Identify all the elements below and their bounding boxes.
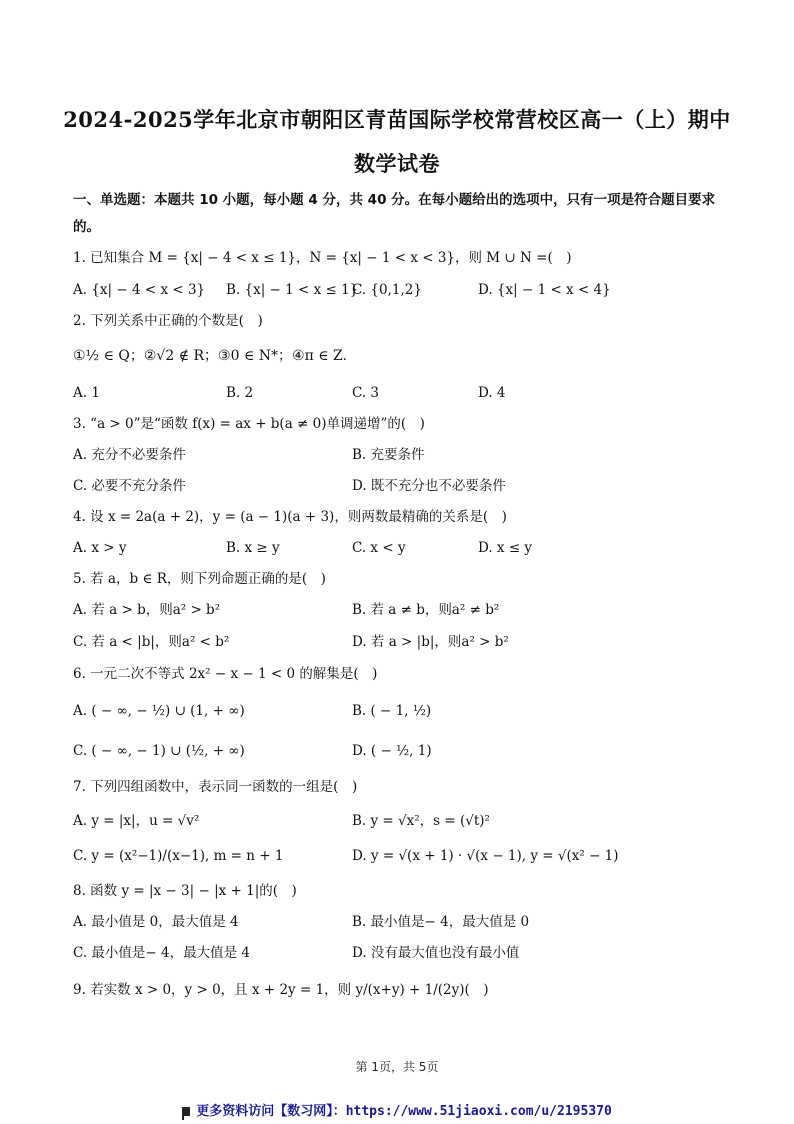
question-4-option-d: D. x ≤ y — [478, 540, 533, 556]
question-5-option-a: A. 若 a > b，则a² > b² — [73, 602, 221, 618]
question-6-option-b: B. ( − 1, ½) — [352, 703, 432, 719]
question-1-option-d: D. {x| − 1 < x < 4} — [478, 282, 611, 298]
question-2-option-d: D. 4 — [478, 385, 506, 401]
question-7-option-c: C. y = (x²−1)/(x−1), m = n + 1 — [73, 848, 284, 864]
question-5-option-b: B. 若 a ≠ b，则a² ≠ b² — [352, 602, 500, 618]
question-1-option-a: A. {x| − 4 < x < 3} — [73, 282, 206, 298]
question-3-option-a: A. 充分不必要条件 — [73, 447, 186, 463]
question-2-option-c: C. 3 — [352, 385, 380, 401]
question-4-stem: 4. 设 x = 2a(a + 2)，y = (a − 1)(a + 3)，则两数最精确的关系是( ) — [73, 509, 507, 525]
exam-title-line-1: 2024-2025学年北京市朝阳区青苗国际学校常营校区高一（上）期中 — [63, 107, 731, 132]
question-9-stem: 9. 若实数 x > 0，y > 0，且 x + 2y = 1，则 y/(x+y) + 1/(2y)( ) — [73, 982, 489, 998]
question-2-option-b: B. 2 — [226, 385, 254, 401]
question-1-option-c: C. {0,1,2} — [352, 282, 422, 298]
question-2-option-a: A. 1 — [73, 385, 100, 401]
question-7-option-d: D. y = √(x + 1) · √(x − 1), y = √(x² − 1) — [352, 848, 619, 864]
question-4-option-b: B. x ≥ y — [226, 540, 280, 556]
question-6-option-a: A. ( − ∞, − ½) ∪ (1, + ∞) — [73, 703, 245, 719]
question-8-option-d: D. 没有最大值也没有最小值 — [352, 945, 520, 961]
question-7-option-b: B. y = √x²，s = (√t)² — [352, 813, 490, 829]
question-8-stem: 8. 函数 y = |x − 3| − |x + 1|的( ) — [73, 883, 297, 899]
flag-icon — [182, 1107, 190, 1116]
question-8-option-b: B. 最小值是− 4，最大值是 0 — [352, 914, 530, 930]
question-7-stem: 7. 下列四组函数中，表示同一函数的一组是( ) — [73, 779, 358, 795]
question-3-option-c: C. 必要不充分条件 — [73, 478, 186, 494]
resource-banner-text[interactable]: 更多资料访问【数习网】：https://www.51jiaoxi.com/u/2195370 — [196, 1104, 612, 1119]
question-1-option-b: B. {x| − 1 < x ≤ 1} — [226, 282, 359, 298]
question-3-option-d: D. 既不充分也不必要条件 — [352, 478, 506, 494]
question-5-option-c: C. 若 a < |b|，则a² < b² — [73, 634, 230, 650]
question-6-option-d: D. ( − ½, 1) — [352, 743, 432, 759]
question-1-stem: 1. 已知集合 M = {x| − 4 < x ≤ 1}，N = {x| − 1 < x < 3}，则 M ∪ N =( ) — [73, 250, 572, 266]
question-6-option-c: C. ( − ∞, − 1) ∪ (½, + ∞) — [73, 743, 245, 759]
exam-title-line-2: 数学试卷 — [354, 151, 440, 176]
question-5-stem: 5. 若 a，b ∈ R，则下列命题正确的是( ) — [73, 571, 326, 587]
question-3-stem: 3. “a > 0”是“函数 f(x) = ax + b(a ≠ 0)单调递增”的( ) — [73, 416, 425, 432]
question-4-option-c: C. x < y — [352, 540, 406, 556]
question-2-statements: ①½ ∈ Q；②√2 ∉ R；③0 ∈ N*；④π ∈ Z. — [73, 348, 347, 364]
question-8-option-c: C. 最小值是− 4，最大值是 4 — [73, 945, 251, 961]
page-footer: 第 1页，共 5页 — [355, 1060, 439, 1074]
question-8-option-a: A. 最小值是 0，最大值是 4 — [73, 914, 239, 930]
question-7-option-a: A. y = |x|，u = √v² — [73, 813, 200, 829]
section-heading: 一、单选题：本题共 10 小题，每小题 4 分，共 40 分。在每小题给出的选项中，只有一项是符合题目要求 — [73, 192, 716, 208]
resource-banner[interactable] — [0, 1100, 794, 1119]
question-2-stem: 2. 下列关系中正确的个数是( ) — [73, 313, 263, 329]
question-5-option-d: D. 若 a > |b|，则a² > b² — [352, 634, 509, 650]
section-heading-cont: 的。 — [73, 219, 100, 235]
question-4-option-a: A. x > y — [73, 540, 127, 556]
question-6-stem: 6. 一元二次不等式 2x² − x − 1 < 0 的解集是( ) — [73, 666, 378, 682]
question-3-option-b: B. 充要条件 — [352, 447, 425, 463]
